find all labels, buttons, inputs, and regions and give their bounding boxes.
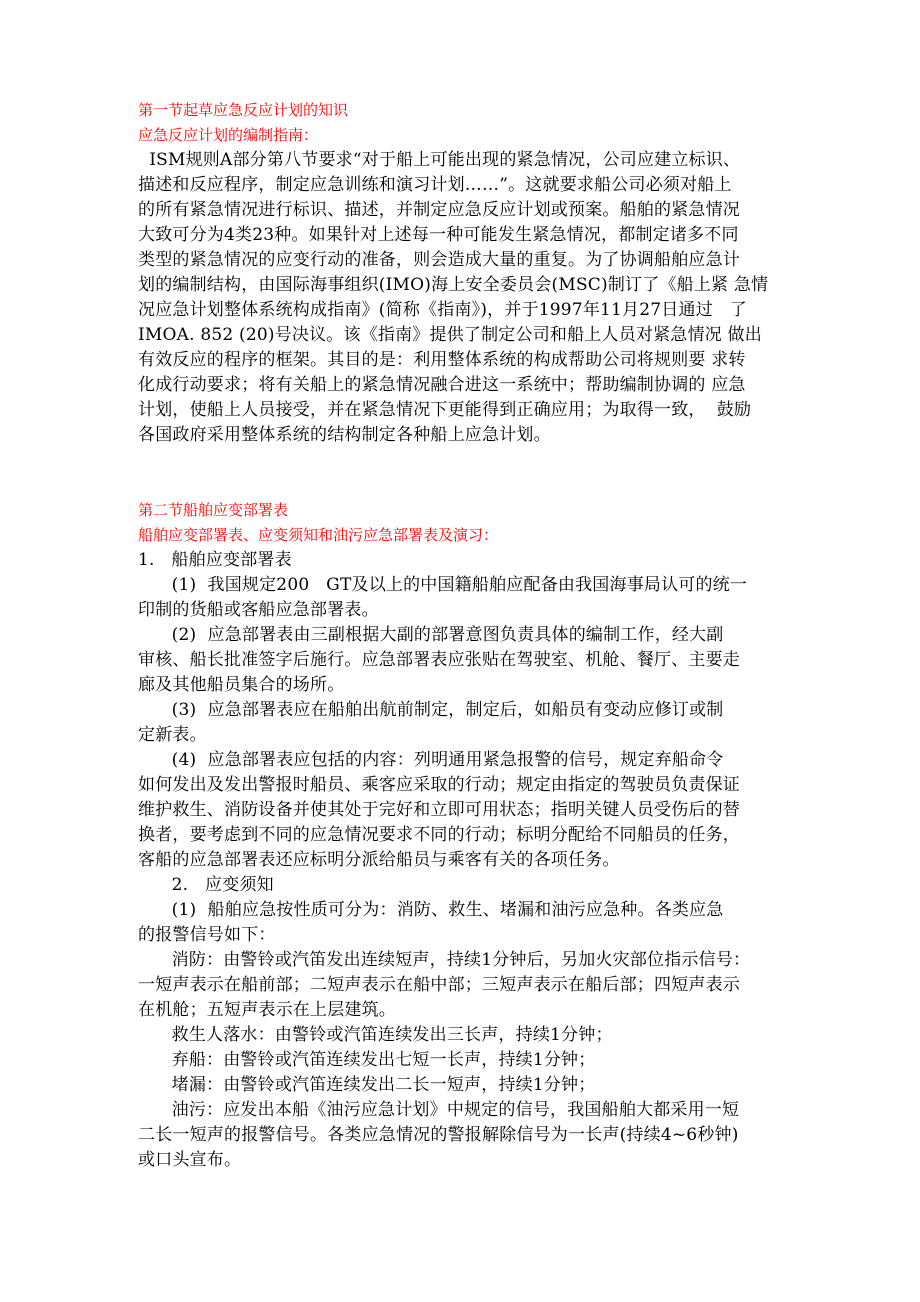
list-heading: 2. 应变须知 <box>138 875 274 895</box>
paragraph-line: 维护救生、消防设备并使其处于完好和立即可用状态；指明关键人员受伤后的替 <box>138 800 740 820</box>
paragraph-line: 化成行动要求；将有关船上的紧急情况融合进这一系统中；帮助编制协调的 应急 <box>138 375 746 395</box>
paragraph-line: 的报警信号如下： <box>138 925 276 945</box>
paragraph-line: 或口头宣布。 <box>138 1150 242 1170</box>
section-2-title: 第二节船舶应变部署表 <box>138 501 289 519</box>
section-1-subtitle: 应急反应计划的编制指南： <box>138 126 319 144</box>
paragraph-line: (2) 应急部署表由三副根据大副的部署意图负责具体的编制工作，经大副 <box>138 625 724 645</box>
paragraph-line: 有效反应的程序的框架。其目的是：利用整体系统的构成帮助公司将规则要 求转 <box>138 350 746 370</box>
paragraph-line: 客船的应急部署表还应标明分派给船员与乘客有关的各项任务。 <box>138 850 620 870</box>
paragraph-line: 弃船：由警铃或汽笛连续发出七短一长声，持续1分钟； <box>138 1050 596 1070</box>
section-2-body <box>138 548 798 1173</box>
paragraph-line: 换者，要考虑到不同的应急情况要求不同的行动；标明分配给不同船员的任务， <box>138 825 740 845</box>
section-1-body <box>138 148 798 448</box>
section-1-title: 第一节起草应急反应计划的知识 <box>138 101 349 119</box>
paragraph-line: 印制的货船或客船应急部署表。 <box>138 600 379 620</box>
paragraph-line: 划的编制结构，由国际海事组织(IMO)海上安全委员会(MSC)制订了《船上紧 急情 <box>138 275 769 295</box>
section-1 <box>138 98 798 448</box>
paragraph-line: (1) 船舶应急按性质可分为：消防、救生、堵漏和油污应急种。各类应急 <box>138 900 724 920</box>
paragraph-line: 堵漏：由警铃或汽笛连续发出二长一短声，持续1分钟； <box>138 1075 596 1095</box>
paragraph-line: 二长一短声的报警信号。各类应急情况的警报解除信号为一长声(持续4~6秒钟) <box>138 1125 739 1145</box>
paragraph-line: (3) 应急部署表应在船舶出航前制定，制定后，如船员有变动应修订或制 <box>138 700 724 720</box>
paragraph-line: ISM规则A部分第八节要求“对于船上可能出现的紧急情况，公司应建立标识、 <box>138 150 741 170</box>
paragraph-line: 审核、船长批准签字后施行。应急部署表应张贴在驾驶室、机舱、餐厅、主要走 <box>138 650 740 670</box>
section-2-subtitle: 船舶应变部署表、应变须知和油污应急部署表及演习： <box>138 526 499 544</box>
paragraph-line: 各国政府采用整体系统的结构制定各种船上应急计划。 <box>138 425 551 445</box>
paragraph-line: 定新表。 <box>138 725 207 745</box>
paragraph-line: 救生人落水：由警铃或汽笛连续发出三长声，持续1分钟； <box>138 1025 613 1045</box>
paragraph-line: 一短声表示在船前部；二短声表示在船中部；三短声表示在船后部；四短声表示 <box>138 975 740 995</box>
paragraph-line: 消防：由警铃或汽笛发出连续短声，持续1分钟后，另加火灾部位指示信号： <box>138 950 751 970</box>
paragraph-line: 的所有紧急情况进行标识、描述，并制定应急反应计划或预案。船舶的紧急情况 <box>138 200 740 220</box>
paragraph-line: 描述和反应程序，制定应急训练和演习计划……”。这就要求船公司必须对船上 <box>138 175 732 195</box>
paragraph-line: 计划，使船上人员接受，并在紧急情况下更能得到正确应用；为取得一致， 鼓励 <box>138 400 752 420</box>
document-page <box>138 98 798 1173</box>
paragraph-line: 类型的紧急情况的应变行动的准备，则会造成大量的重复。为了协调船舶应急计 <box>138 250 740 270</box>
paragraph-line: 在机舱；五短声表示在上层建筑。 <box>138 1000 396 1020</box>
section-2 <box>138 498 798 1173</box>
paragraph-line: 如何发出及发出警报时船员、乘客应采取的行动；规定由指定的驾驶员负责保证 <box>138 775 740 795</box>
paragraph-line: (4) 应急部署表应包括的内容：列明通用紧急报警的信号，规定弃船命令 <box>138 750 724 770</box>
section-spacer <box>138 448 798 498</box>
paragraph-line: (1) 我国规定200 GT及以上的中国籍船舶应配备由我国海事局认可的统一 <box>138 575 748 595</box>
paragraph-line: 油污：应发出本船《油污应急计划》中规定的信号，我国船舶大都采用一短 <box>138 1100 740 1120</box>
list-heading: 1. 船舶应变部署表 <box>138 550 292 570</box>
paragraph-line: 况应急计划整体系统构成指南》(简称《指南》)，并于1997年11月27日通过 了 <box>138 300 747 320</box>
paragraph-line: IMOA. 852 (20)号决议。该《指南》提供了制定公司和船上人员对紧急情况 做出 <box>138 325 762 345</box>
paragraph-line: 廊及其他船员集合的场所。 <box>138 675 345 695</box>
paragraph-line: 大致可分为4类23种。如果针对上述每一种可能发生紧急情况，都制定诸多不同 <box>138 225 739 245</box>
